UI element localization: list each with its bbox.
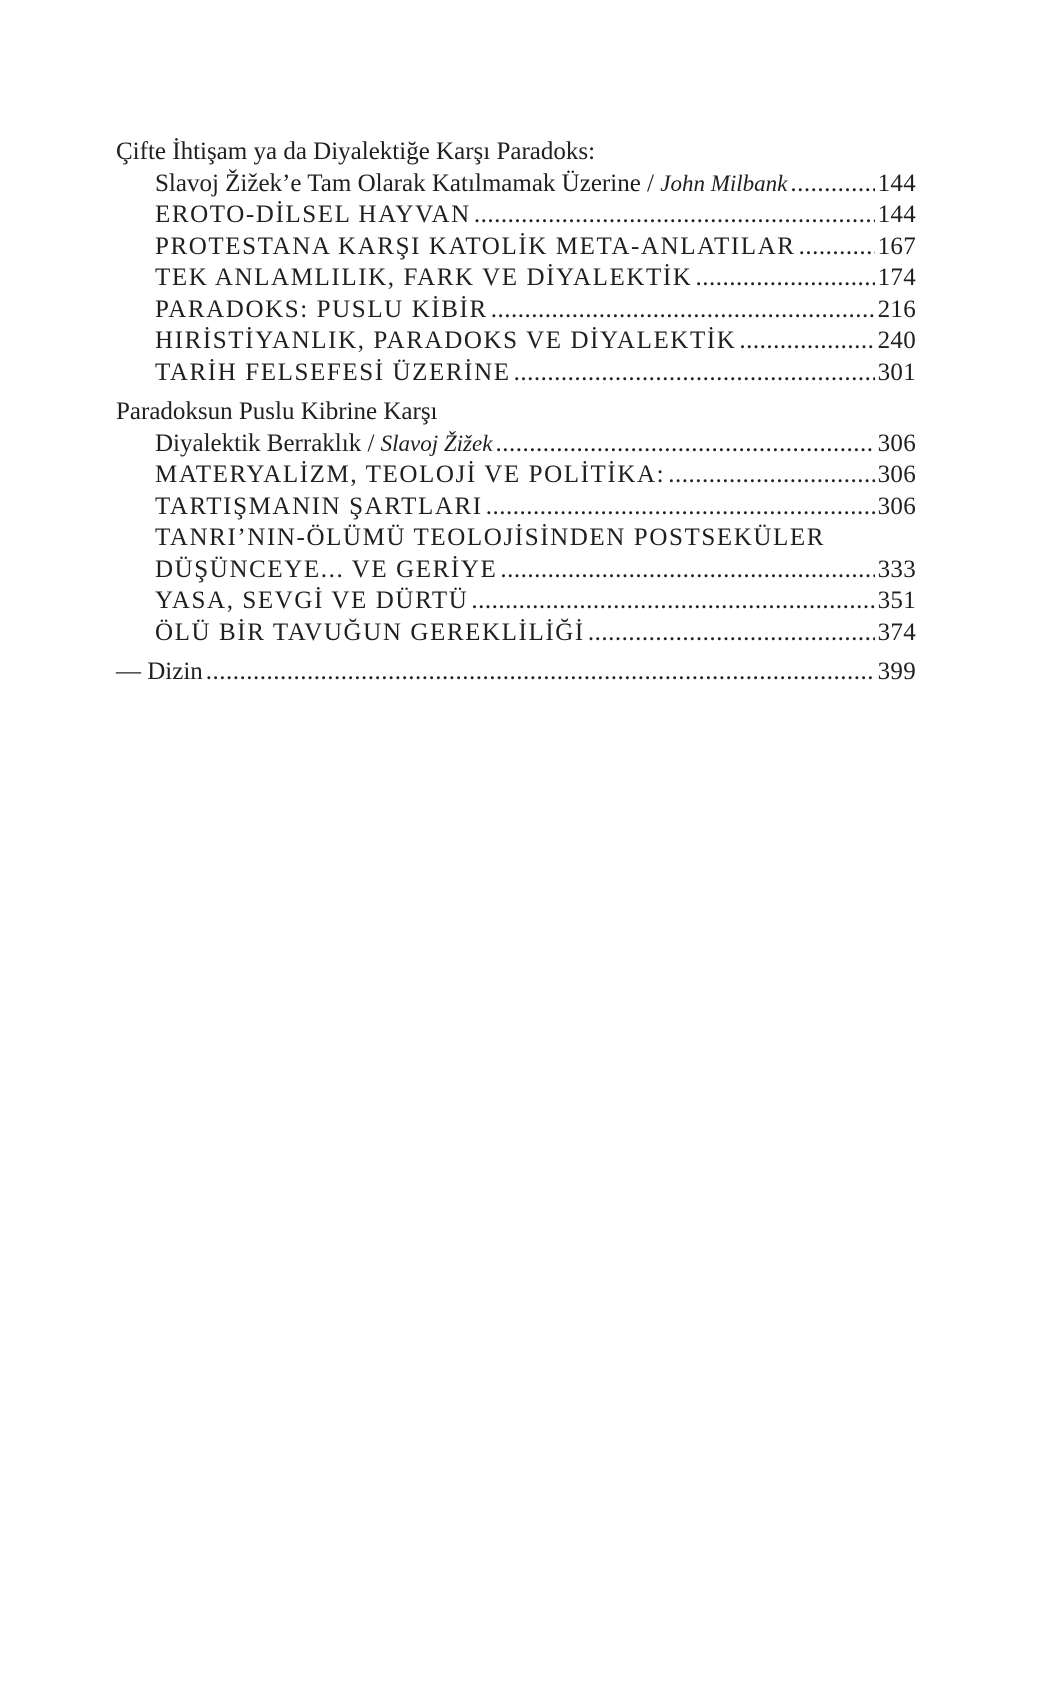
toc-entry (116, 491, 916, 523)
entry-subtitle: Slavoj Žižek’e Tam Olarak Katılmamak Üzerine / (155, 169, 661, 197)
entry-page-number: 144 (877, 169, 916, 197)
entry-page-number: 144 (877, 201, 916, 228)
dot-leader (471, 585, 874, 617)
toc-entry (116, 325, 916, 357)
entry-title: TARTIŞMANIN ŞARTLARI (155, 492, 483, 520)
section-heading: Çifte İhtişam ya da Diyalektiğe Karşı Paradoks: (116, 138, 596, 165)
dot-leader (500, 554, 874, 586)
toc-entry (116, 262, 916, 294)
toc-entry (116, 459, 916, 491)
table-of-contents (116, 136, 916, 696)
toc-entry (116, 357, 916, 389)
dot-leader (495, 428, 874, 460)
entry-title: MATERYALİZM, TEOLOJİ VE POLİTİKA: (155, 461, 666, 488)
index-title: — Dizin (116, 658, 203, 685)
toc-entry (116, 294, 916, 326)
toc-entry (116, 617, 916, 649)
entry-title: YASA, SEVGİ VE DÜRTÜ (155, 587, 469, 614)
entry-page-number: 174 (877, 264, 916, 291)
entry-page-number: 306 (877, 492, 916, 520)
entry-page-number: 333 (877, 555, 916, 583)
section-heading: Paradoksun Puslu Kibrine Karşı (116, 398, 438, 425)
entry-title: EROTO-DİLSEL HAYVAN (155, 201, 471, 228)
toc-section-1 (116, 136, 916, 388)
entry-page-number: 306 (877, 429, 916, 457)
entry-title: ÖLÜ BİR TAVUĞUN GEREKLİLİĞİ (155, 618, 585, 646)
dot-leader (474, 199, 875, 231)
toc-entry-subtitle (116, 428, 916, 460)
entry-title: PROTESTANA KARŞI KATOLİK META-ANLATILAR (155, 232, 796, 260)
entry-page-number: 374 (877, 618, 916, 646)
entry-page-number: 216 (877, 295, 916, 323)
dot-leader (514, 357, 875, 389)
entry-title: PARADOKS: PUSLU KİBİR (155, 295, 488, 323)
dot-leader (668, 459, 874, 491)
entry-author: John Milbank (660, 170, 788, 196)
entry-page-number: 351 (877, 587, 916, 614)
entry-page-number: 167 (877, 232, 916, 260)
toc-section-index (116, 656, 916, 688)
toc-section-2 (116, 396, 916, 648)
dot-leader (206, 656, 875, 688)
toc-entry (116, 231, 916, 263)
dot-leader (739, 325, 874, 357)
toc-entry-subtitle (116, 168, 916, 200)
entry-page-number: 306 (877, 461, 916, 488)
dot-leader (588, 617, 875, 649)
dot-leader (790, 168, 874, 200)
toc-entry-wrapped-line: TANRI’NIN-ÖLÜMÜ TEOLOJİSİNDEN POSTSEKÜLER (155, 524, 826, 551)
entry-title: TARİH FELSEFESİ ÜZERİNE (155, 358, 511, 386)
dot-leader (799, 231, 875, 263)
dot-leader (695, 262, 874, 294)
entry-title: TEK ANLAMLILIK, FARK VE DİYALEKTİK (155, 264, 693, 291)
entry-page-number: 240 (877, 327, 916, 354)
toc-entry (116, 199, 916, 231)
entry-subtitle: Diyalektik Berraklık / (155, 429, 381, 457)
toc-entry (116, 585, 916, 617)
entry-author: Slavoj Žižek (380, 430, 493, 456)
dot-leader (486, 491, 875, 523)
toc-entry (116, 554, 916, 586)
dot-leader (491, 294, 875, 326)
entry-title: HIRİSTİYANLIK, PARADOKS VE DİYALEKTİK (155, 327, 737, 354)
toc-entry-index (116, 656, 916, 688)
entry-title: DÜŞÜNCEYE... VE GERİYE (155, 555, 498, 583)
entry-page-number: 301 (877, 358, 916, 386)
index-page-number: 399 (877, 658, 916, 685)
